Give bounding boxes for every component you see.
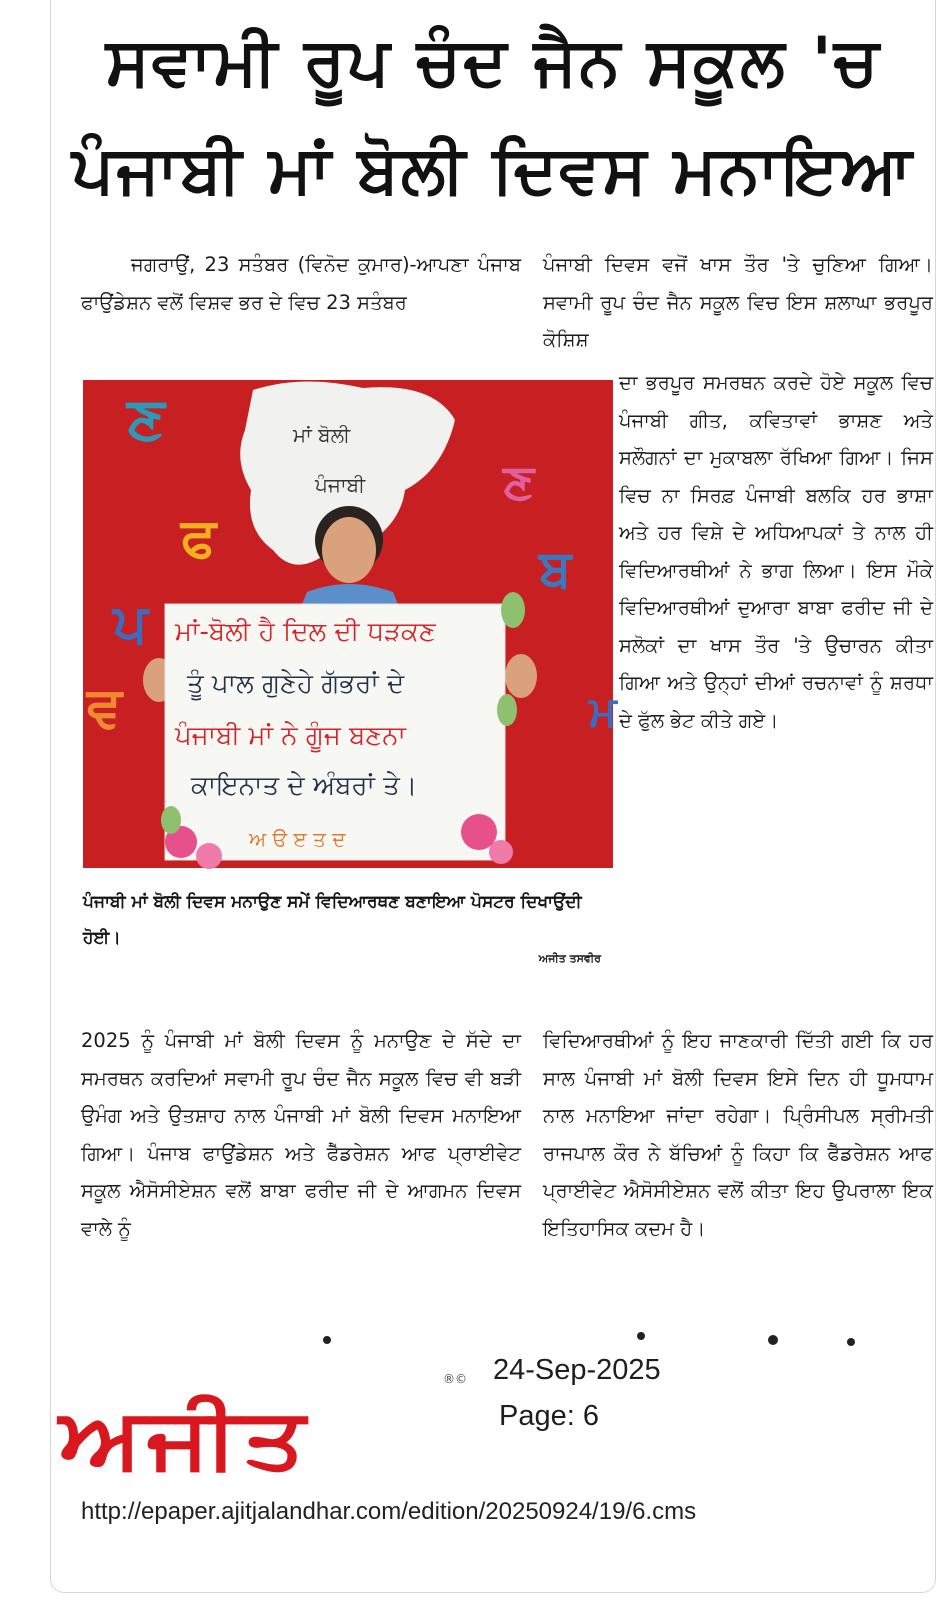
edition-date: 24-Sep-2025: [493, 1354, 661, 1386]
article-column-2-top: ਪੰਜਾਬੀ ਦਿਵਸ ਵਜੋਂ ਖਾਸ ਤੌਰ 'ਤੇ ਚੁਣਿਆ ਗਿਆ। ਸਵਾਮੀ ਰੂਪ ਚੰਦ ਜੈਨ ਸਕੂਲ ਵਿਚ ਇਸ ਸ਼ਲਾਘਾ ਭਰਪੂਰ ਕੋਸ਼ਿਸ਼: [543, 253, 933, 351]
article-column-2-bottom: ਵਿਦਿਆਰਥੀਆਂ ਨੂੰ ਇਹ ਜਾਣਕਾਰੀ ਦਿੱਤੀ ਗਈ ਕਿ ਹਰ ਸਾਲ ਪੰਜਾਬੀ ਮਾਂ ਬੋਲੀ ਦਿਵਸ ਇਸੇ ਦਿਨ ਹੀ ਧੂਮਧਾਮ ਨਾਲ ਮਨਾਇਆ ਜਾਂਦਾ ਰਹੇਗਾ। ਪ੍ਰਿੰਸੀਪਲ ਸ੍ਰੀਮਤੀ ਰਾਜਪਾਲ ਕੌਰ ਨੇ ਬੱਚਿਆਂ ਨੂੰ ਕਿਹਾ ਕਿ ਫੈੱਡਰੇਸ਼ਨ ਆਫ ਪ੍ਰਾਈਵੇਟ ਐਸੋਸੀਏਸ਼ਨ ਵਲੋਂ ਕੀਤਾ ਇਹ ਉਪਰਾਲਾ ਇਕ ਇਤਿਹਾਸਿਕ ਕਦਮ ਹੈ।: [543, 1029, 933, 1240]
article-column-1-bottom: 2025 ਨੂੰ ਪੰਜਾਬੀ ਮਾਂ ਬੋਲੀ ਦਿਵਸ ਨੂੰ ਮਨਾਉਣ ਦੇ ਸੱਦੇ ਦਾ ਸਮਰਥਨ ਕਰਦਿਆਂ ਸਵਾਮੀ ਰੂਪ ਚੰਦ ਜੈਨ ਸਕੂਲ ਵਿਚ ਵੀ ਬੜੀ ਉਮੰਗ ਅਤੇ ਉਤਸ਼ਾਹ ਨਾਲ ਪੰਜਾਬੀ ਮਾਂ ਬੋਲੀ ਦਿਵਸ ਮਨਾਇਆ ਗਿਆ। ਪੰਜਾਬ ਫਾਉਂਡੇਸ਼ਨ ਅਤੇ ਫੈੱਡਰੇਸ਼ਨ ਆਫ ਪ੍ਰਾਈਵੇਟ ਸਕੂਲ ਐਸੋਸੀਏਸ਼ਨ ਵਲੋਂ ਬਾਬਾ ਫਰੀਦ ਜੀ ਦੇ ਆਗਮਨ ਦਿਵਸ ਵਾਲੇ ਨੂੰ: [81, 1029, 521, 1240]
letter-blue: ਬ: [539, 539, 572, 599]
torn-text-edge: [51, 1326, 935, 1356]
registered-mark: ®©: [443, 1372, 467, 1386]
poster-line-3: ਪੰਜਾਬੀ ਮਾਂ ਨੇ ਗੂੰਜ ਬਣਨਾ: [175, 721, 406, 751]
headline-line-2: ਪੰਜਾਬੀ ਮਾਂ ਬੋਲੀ ਦਿਵਸ ਮਨਾਇਆ: [71, 131, 915, 208]
article-column-2-side: ਦਾ ਭਰਪੂਰ ਸਮਰਥਨ ਕਰਦੇ ਹੋਏ ਸਕੂਲ ਵਿਚ ਪੰਜਾਬੀ ਗੀਤ, ਕਵਿਤਾਵਾਂ ਭਾਸ਼ਣ ਅਤੇ ਸਲੌਗਨਾਂ ਦਾ ਮੁਕਾਬਲਾ ਰੱਖਿਆ ਗਿਆ। ਜਿਸ ਵਿਚ ਨਾ ਸਿਰਫ਼ ਪੰਜਾਬੀ ਬਲਕਿ ਹਰ ਭਾਸ਼ਾ ਅਤੇ ਹਰ ਵਿਸ਼ੇ ਦੇ ਅਧਿਆਪਕਾਂ ਤੇ ਨਾਲ ਹੀ ਵਿਦਿਆਰਥੀਆਂ ਨੇ ਭਾਗ ਲਿਆ। ਇਸ ਮੌਕੇ ਵਿਦਿਆਰਥੀਆਂ ਦੁਆਰਾ ਬਾਬਾ ਫਰੀਦ ਜੀ ਦੇ ਸਲੋਕਾਂ ਦਾ ਖਾਸ ਤੌਰ 'ਤੇ ਉਚਾਰਨ ਕੀਤਾ ਗਿਆ ਅਤੇ ਉਨ੍ਹਾਂ ਦੀਆਂ ਰਚਨਾਵਾਂ ਨੂੰ ਸ਼ਰਧਾ ਦੇ ਫੁੱਲ ਭੇਟ ਕੀਤੇ ਗਏ।: [619, 371, 933, 732]
letter-blue-left: ਪ: [113, 592, 148, 655]
ajit-logo: ਅਜੀਤ: [59, 1389, 310, 1487]
letter-yellow: ਫ: [181, 506, 217, 569]
cloud-text-2: ਪੰਜਾਬੀ: [315, 473, 366, 497]
source-url[interactable]: http://epaper.ajitjalandhar.com/edition/20250924/19/6.cms: [81, 1498, 697, 1525]
letter-pink: ਣ: [503, 454, 535, 510]
student-right-hand: [505, 654, 537, 698]
article-photo: [83, 380, 617, 868]
letter-blue-right: ਮ: [589, 687, 617, 736]
poster-line-1: ਮਾਂ-ਬੋਲੀ ਹੈ ਦਿਲ ਦੀ ਧੜਕਣ: [175, 617, 436, 647]
poster-line-4: ਕਾਇਨਾਤ ਦੇ ਅੰਬਰਾਂ ਤੇ।: [191, 771, 418, 801]
photo-illustration: [83, 380, 617, 868]
page-number: Page: 6: [499, 1400, 599, 1432]
photo-credit: ਅਜੀਤ ਤਸਵੀਰ: [538, 952, 601, 965]
student-face: [322, 517, 376, 583]
newspaper-clipping: [50, 0, 936, 1593]
cloud-text-1: ਮਾਂ ਬੋਲੀ: [293, 423, 351, 447]
poster-letters: ਅ ੳ ੲ ਤ ਦ: [249, 827, 346, 851]
photo-caption: ਪੰਜਾਬੀ ਮਾਂ ਬੋਲੀ ਦਿਵਸ ਮਨਾਉਣ ਸਮੇਂ ਵਿਦਿਆਰਥਣ ਬਣਾਇਆ ਪੋਸਟਰ ਦਿਖਾਉਂਦੀ ਹੋਈ।: [83, 892, 582, 948]
poster-line-2: ਤੂੰ ਪਾਲ ਗੁਣੇਹੇ ਗੱਭਰਾਂ ਦੇ: [187, 669, 405, 699]
headline-line-1: ਸਵਾਮੀ ਰੂਪ ਚੰਦ ਜੈਨ ਸਕੂਲ 'ਚ: [105, 23, 881, 100]
letter-orange: ਵ: [87, 675, 123, 740]
letter-teal: ਣ: [127, 384, 165, 452]
article-column-1-top: ਜਗਰਾਉਂ, 23 ਸਤੰਬਰ (ਵਿਨੋਦ ਕੁਮਾਰ)-ਆਪਣਾ ਪੰਜਾਬ ਫਾਉਂਡੇਸ਼ਨ ਵਲੋਂ ਵਿਸ਼ਵ ਭਰ ਦੇ ਵਿਚ 23 ਸਤੰਬਰ: [81, 253, 521, 314]
